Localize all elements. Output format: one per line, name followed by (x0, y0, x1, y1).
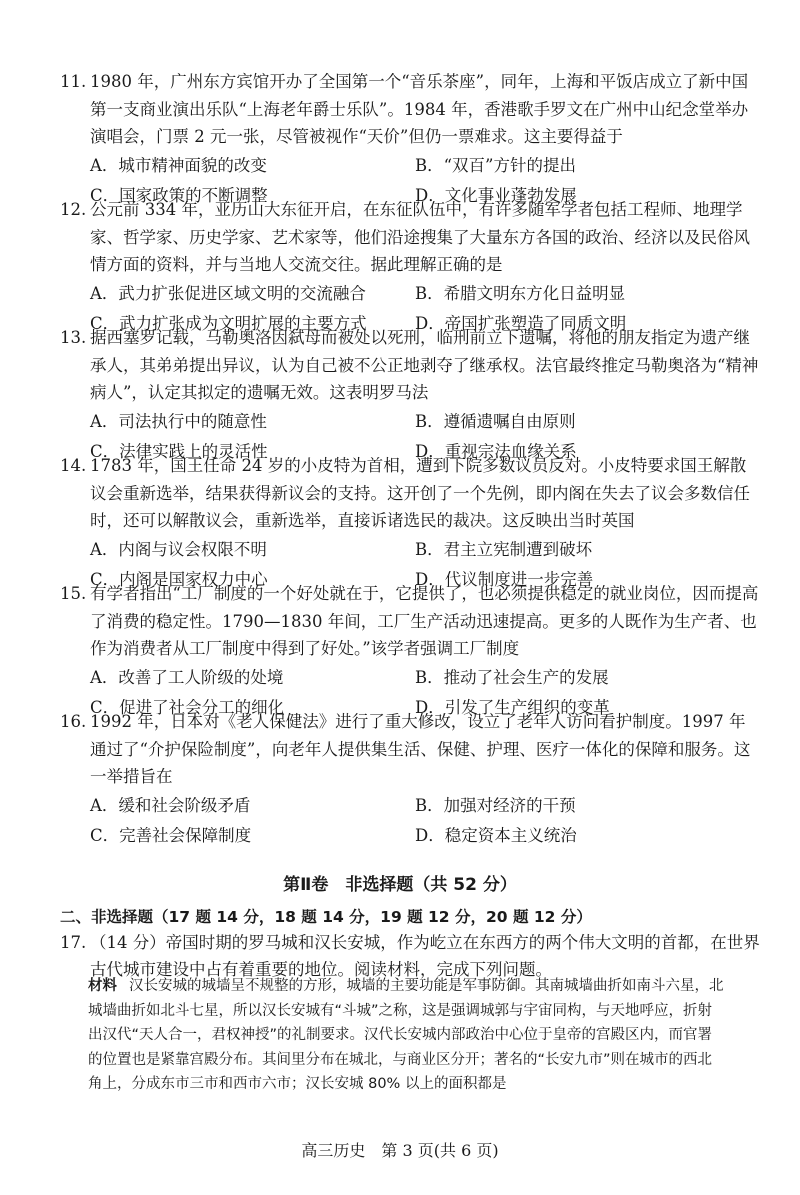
question-15 (60, 580, 760, 723)
option-a: A．缓和社会阶级矛盾 (90, 795, 251, 815)
question-number: 12. (60, 200, 87, 219)
option-b: B．推动了社会生产的发展 (415, 667, 609, 687)
question-13 (60, 324, 760, 467)
option-a: A．城市精神面貌的改变 (90, 155, 267, 175)
question-stem: 有学者指出“工厂制度的一个好处就在于，它提供了，也必须提供稳定的就业岗位，因而提高了消费的稳定性。1790—1830 年间，工厂生产活动迅速提高。更多的人既作为生产者、也作为消费者从工厂制度中得到了好处。”该学者强调工厂制度 (90, 584, 759, 658)
question-14 (60, 452, 760, 595)
question-stem: 1783 年，国王任命 24 岁的小皮特为首相，遭到下院多数议员反对。小皮特要求国王解散议会重新选举，结果获得新议会的支持。这开创了一个先例，即内阁在失去了议会多数信任时，还可以解散议会，重新选举，直接诉诸选民的裁决。这反映出当时英国 (90, 456, 750, 530)
question-stem: 1992 年，日本对《老人保健法》进行了重大修改，设立了老年人访问看护制度。1997 年通过了“介护保险制度”，向老年人提供集生活、保健、护理、医疗一体化的保障和服务。这一举措旨在 (90, 712, 751, 786)
question-16 (60, 708, 760, 851)
material-block (88, 974, 726, 1097)
option-b: B．加强对经济的干预 (415, 795, 576, 815)
question-number: 13. (60, 328, 87, 347)
question-number: 15. (60, 584, 87, 603)
question-stem: （14 分）帝国时期的罗马城和汉长安城，作为屹立在东西方的两个伟大文明的首都，在世界古代城市建设中占有着重要的地位。阅读材料，完成下列问题。 (90, 933, 760, 979)
option-a: A．内阁与议会权限不明 (90, 539, 267, 559)
option-a: A．武力扩张促进区域文明的交流融合 (90, 283, 366, 303)
option-c: C．促进了社会分工的细化 (90, 697, 285, 717)
section-title: 第Ⅱ卷 非选择题（共 52 分） (283, 875, 517, 895)
options (90, 791, 760, 851)
option-c: C．法律实践上的灵活性 (90, 441, 268, 461)
option-d: D．稳定资本主义统治 (415, 825, 577, 845)
option-d: D．代议制度进一步完善 (415, 569, 594, 589)
option-b: B．“双百”方针的提出 (415, 155, 576, 175)
option-a: A．司法执行中的随意性 (90, 411, 267, 431)
option-c: C．武力扩张成为文明扩展的主要方式 (90, 313, 367, 333)
option-d: D．文化事业蓬勃发展 (415, 185, 577, 205)
option-d: D．帝国扩张塑造了同质文明 (415, 313, 627, 333)
question-number: 17. (60, 933, 87, 952)
option-b: B．遵循遗嘱自由原则 (415, 411, 576, 431)
question-12 (60, 196, 760, 339)
question-stem: 据西塞罗记载，马勒奥洛因弑母而被处以死刑，临刑前立下遗嘱，将他的朋友指定为遗产继承人，其弟弟提出异议，认为自己被不公正地剥夺了继承权。法官最终推定马勒奥洛为“精神病人”，认定其拟定的遗嘱无效。这表明罗马法 (90, 328, 759, 402)
question-stem: 公元前 334 年，亚历山大东征开启，在东征队伍中，有许多随军学者包括工程师、地理学家、哲学家、历史学家、艺术家等，他们沿途搜集了大量东方各国的政治、经济以及民俗风情方面的资料，并与当地人交流交往。据此理解正确的是 (90, 200, 750, 274)
part-heading: 二、非选择题（17 题 14 分，18 题 14 分，19 题 12 分，20 题 12 分） (60, 908, 592, 926)
material-label: 材料 (88, 978, 117, 994)
question-number: 16. (60, 712, 87, 731)
option-c: C．完善社会保障制度 (90, 825, 252, 845)
option-a: A．改善了工人阶级的处境 (90, 667, 284, 687)
option-c: C．内阁是国家权力中心 (90, 569, 268, 589)
option-b: B．君主立宪制遭到破坏 (415, 539, 593, 559)
material-text: 汉长安城的城墙呈不规整的方形，城墙的主要功能是军事防御。其南城墙曲折如南斗六星，北城墙曲折如北斗七星，所以汉长安城有“斗城”之称，这是强调城郭与宇宙同构，与天地呼应，折射出汉代“天人合一，君权神授”的礼制要求。汉代长安城内部政治中心位于皇帝的宫殿区内，而官署的位置也是紧靠宫殿分布。其间里分布在城北，与商业区分开；著名的“长安九市”则在城市的西北角上，分成东市三市和西市六市；汉长安城 80% 以上的面积都是 (88, 978, 724, 1092)
option-d: D．引发了生产组织的变革 (415, 697, 610, 717)
page-footer: 高三历史 第 3 页(共 6 页) (301, 1141, 499, 1160)
question-number: 11. (60, 72, 87, 91)
option-d: D．重视宗法血缘关系 (415, 441, 577, 461)
question-stem: 1980 年，广州东方宾馆开办了全国第一个“音乐茶座”，同年，上海和平饭店成立了新中国第一支商业演出乐队“上海老年爵士乐队”。1984 年，香港歌手罗文在广州中山纪念堂举办演唱会，门票 2 元一张，尽管被视作“天价”但仍一票难求。这主要得益于 (90, 72, 749, 146)
option-c: C．国家政策的不断调整 (90, 185, 268, 205)
question-11 (60, 68, 760, 211)
question-number: 14. (60, 456, 87, 475)
option-b: B．希腊文明东方化日益明显 (415, 283, 626, 303)
